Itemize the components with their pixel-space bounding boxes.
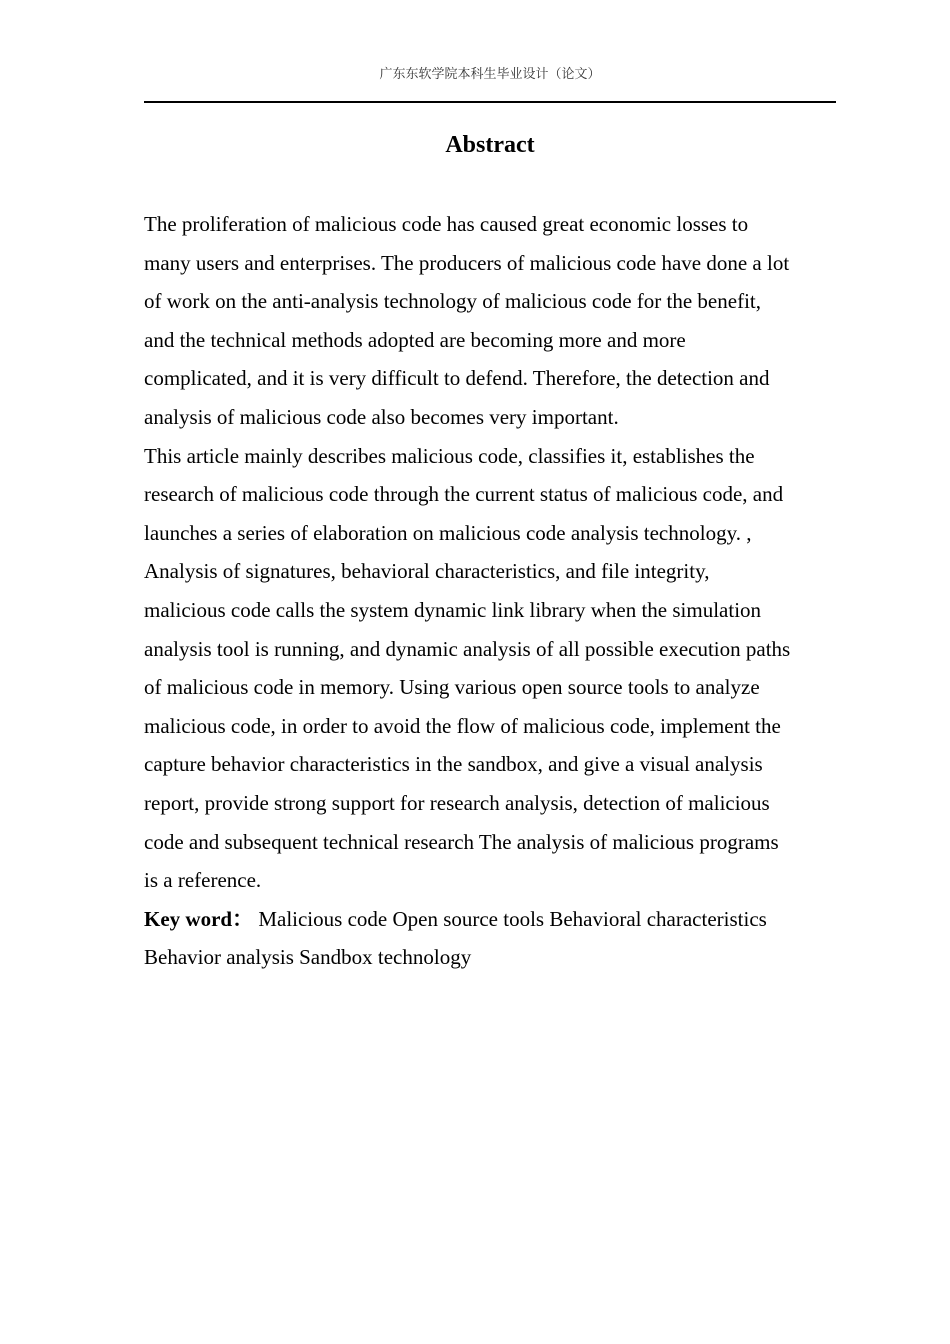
text-line: of work on the anti-analysis technology of malicious code for the benefit, [144,289,761,314]
keywords-label: Key word： [144,906,254,931]
abstract-paragraph-2 [144,437,844,900]
text-line: report, provide strong support for research analysis, detection of malicious [144,790,770,815]
text-line: and the technical methods adopted are becoming more and more [144,327,686,352]
text-line: capture behavior characteristics in the sandbox, and give a visual analysis [144,752,763,777]
text-line: of malicious code in memory. Using various open source tools to analyze [144,675,760,700]
text-line: research of malicious code through the current status of malicious code, and [144,482,784,507]
text-line: analysis tool is running, and dynamic analysis of all possible execution paths [144,636,791,661]
keywords [144,900,844,977]
page-header: 广东东软学院本科生毕业设计（论文） [379,67,601,82]
keywords-line-2: Behavior analysis Sandbox technology [144,945,472,970]
text-line: Analysis of signatures, behavioral characteristics, and file integrity, [144,559,710,584]
header-divider [144,101,836,103]
text-line: is a reference. [144,868,262,893]
abstract-body [144,205,844,977]
text-line: The proliferation of malicious code has caused great economic losses to [144,212,749,236]
keywords-line-1 [144,900,844,939]
text-line: launches a series of elaboration on malicious code analysis technology. , [144,520,752,545]
text-line: complicated, and it is very difficult to defend. Therefore, the detection and [144,366,770,391]
text-line: malicious code calls the system dynamic link library when the simulation [144,597,762,622]
text-line: analysis of malicious code also becomes very important. [144,404,619,429]
text-line: malicious code, in order to avoid the flow of malicious code, implement the [144,713,781,738]
abstract-paragraph-1 [144,205,844,437]
abstract-title: Abstract [445,132,535,158]
text-line: many users and enterprises. The producers of malicious code have done a lot [144,250,790,275]
text-line: This article mainly describes malicious code, classifies it, establishes the [144,443,755,468]
text-line: code and subsequent technical research The analysis of malicious programs [144,829,779,854]
keywords-text: Malicious code Open source tools Behavioral characteristics [253,906,767,931]
